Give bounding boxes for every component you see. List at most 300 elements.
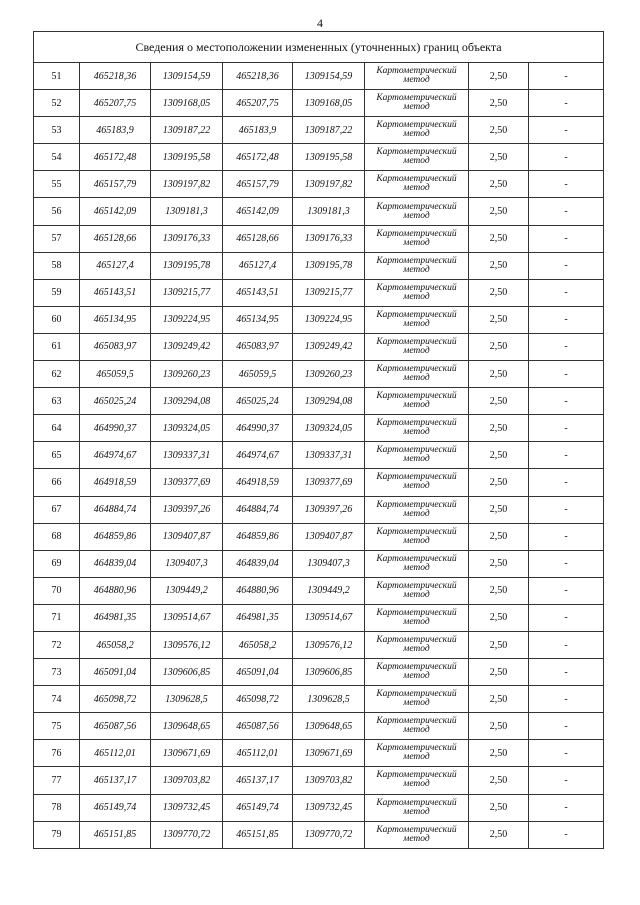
y-existing-cell: 1309260,23 <box>151 361 223 388</box>
note-cell: - <box>529 63 604 90</box>
x-existing-cell: 464974,67 <box>80 442 151 469</box>
point-number-cell: 54 <box>34 144 80 171</box>
method-line2: метод <box>403 454 430 465</box>
y-existing-cell: 1309324,05 <box>151 415 223 442</box>
table-row <box>34 469 604 496</box>
method-line2: метод <box>403 183 430 194</box>
x-new-cell: 464990,37 <box>223 415 293 442</box>
x-new-cell: 465143,51 <box>223 279 293 306</box>
x-existing-cell: 465098,72 <box>80 686 151 713</box>
x-existing-cell: 464884,74 <box>80 496 151 523</box>
point-number-cell: 56 <box>34 198 80 225</box>
accuracy-cell: 2,50 <box>469 496 529 523</box>
method-cell <box>365 767 469 794</box>
method-line2: метод <box>403 237 430 248</box>
x-existing-cell: 465091,04 <box>80 659 151 686</box>
y-existing-cell: 1309377,69 <box>151 469 223 496</box>
x-existing-cell: 464981,35 <box>80 604 151 631</box>
point-number-cell: 77 <box>34 767 80 794</box>
method-cell <box>365 550 469 577</box>
method-line1: Картометрический <box>376 445 457 456</box>
method-line2: метод <box>403 210 430 221</box>
y-new-cell: 1309195,78 <box>293 252 365 279</box>
x-new-cell: 465172,48 <box>223 144 293 171</box>
table-row <box>34 144 604 171</box>
method-line1: Картометрический <box>376 201 457 212</box>
accuracy-cell: 2,50 <box>469 659 529 686</box>
method-cell <box>365 631 469 658</box>
method-line1: Картометрический <box>376 662 457 673</box>
x-new-cell: 465127,4 <box>223 252 293 279</box>
note-cell: - <box>529 279 604 306</box>
method-line1: Картометрический <box>376 580 457 591</box>
note-cell: - <box>529 415 604 442</box>
note-cell: - <box>529 713 604 740</box>
x-new-cell: 465091,04 <box>223 659 293 686</box>
accuracy-cell: 2,50 <box>469 442 529 469</box>
method-line2: метод <box>403 291 430 302</box>
method-cell <box>365 686 469 713</box>
note-cell: - <box>529 631 604 658</box>
boundary-table <box>33 31 604 849</box>
method-line2: метод <box>403 535 430 546</box>
x-existing-cell: 465087,56 <box>80 713 151 740</box>
y-existing-cell: 1309294,08 <box>151 388 223 415</box>
y-existing-cell: 1309181,3 <box>151 198 223 225</box>
method-line2: метод <box>403 806 430 817</box>
y-new-cell: 1309224,95 <box>293 306 365 333</box>
point-number-cell: 61 <box>34 333 80 360</box>
x-new-cell: 465083,97 <box>223 333 293 360</box>
y-new-cell: 1309514,67 <box>293 604 365 631</box>
table-row <box>34 198 604 225</box>
x-new-cell: 465134,95 <box>223 306 293 333</box>
table-row <box>34 604 604 631</box>
y-new-cell: 1309249,42 <box>293 333 365 360</box>
accuracy-cell: 2,50 <box>469 631 529 658</box>
x-existing-cell: 465142,09 <box>80 198 151 225</box>
method-line2: метод <box>403 102 430 113</box>
method-cell <box>365 469 469 496</box>
y-new-cell: 1309628,5 <box>293 686 365 713</box>
table-body <box>34 63 604 849</box>
x-new-cell: 464859,86 <box>223 523 293 550</box>
method-line1: Картометрический <box>376 255 457 266</box>
accuracy-cell: 2,50 <box>469 469 529 496</box>
accuracy-cell: 2,50 <box>469 279 529 306</box>
method-line1: Картометрический <box>376 418 457 429</box>
x-existing-cell: 465143,51 <box>80 279 151 306</box>
table-row <box>34 767 604 794</box>
method-line2: метод <box>403 752 430 763</box>
method-line1: Картометрический <box>376 635 457 646</box>
x-new-cell: 464880,96 <box>223 577 293 604</box>
method-cell <box>365 306 469 333</box>
y-existing-cell: 1309176,33 <box>151 225 223 252</box>
note-cell: - <box>529 659 604 686</box>
method-cell <box>365 388 469 415</box>
x-new-cell: 465183,9 <box>223 117 293 144</box>
x-existing-cell: 465025,24 <box>80 388 151 415</box>
point-number-cell: 63 <box>34 388 80 415</box>
method-line1: Картометрический <box>376 228 457 239</box>
y-existing-cell: 1309407,3 <box>151 550 223 577</box>
note-cell: - <box>529 740 604 767</box>
note-cell: - <box>529 523 604 550</box>
x-new-cell: 465137,17 <box>223 767 293 794</box>
point-number-cell: 68 <box>34 523 80 550</box>
method-line1: Картометрический <box>376 553 457 564</box>
note-cell: - <box>529 794 604 821</box>
x-existing-cell: 465128,66 <box>80 225 151 252</box>
y-existing-cell: 1309397,26 <box>151 496 223 523</box>
method-line1: Картометрический <box>376 689 457 700</box>
y-new-cell: 1309703,82 <box>293 767 365 794</box>
method-cell <box>365 794 469 821</box>
accuracy-cell: 2,50 <box>469 767 529 794</box>
x-new-cell: 465059,5 <box>223 361 293 388</box>
method-line2: метод <box>403 129 430 140</box>
accuracy-cell: 2,50 <box>469 686 529 713</box>
x-new-cell: 465098,72 <box>223 686 293 713</box>
y-new-cell: 1309397,26 <box>293 496 365 523</box>
method-line2: метод <box>403 725 430 736</box>
accuracy-cell: 2,50 <box>469 144 529 171</box>
table-header: Сведения о местоположении измененных (уточненных) границ объекта <box>34 32 604 63</box>
point-number-cell: 73 <box>34 659 80 686</box>
x-existing-cell: 464859,86 <box>80 523 151 550</box>
accuracy-cell: 2,50 <box>469 252 529 279</box>
x-existing-cell: 465059,5 <box>80 361 151 388</box>
x-existing-cell: 465127,4 <box>80 252 151 279</box>
table-row <box>34 306 604 333</box>
y-existing-cell: 1309154,59 <box>151 63 223 90</box>
accuracy-cell: 2,50 <box>469 713 529 740</box>
accuracy-cell: 2,50 <box>469 415 529 442</box>
x-new-cell: 464981,35 <box>223 604 293 631</box>
point-number-cell: 76 <box>34 740 80 767</box>
x-existing-cell: 465149,74 <box>80 794 151 821</box>
x-existing-cell: 464918,59 <box>80 469 151 496</box>
x-existing-cell: 465134,95 <box>80 306 151 333</box>
method-line2: метод <box>403 156 430 167</box>
point-number-cell: 52 <box>34 90 80 117</box>
point-number-cell: 71 <box>34 604 80 631</box>
method-line1: Картометрический <box>376 147 457 158</box>
method-line1: Картометрический <box>376 770 457 781</box>
page-number: 4 <box>317 16 323 30</box>
method-line1: Картометрический <box>376 472 457 483</box>
y-new-cell: 1309576,12 <box>293 631 365 658</box>
table-row <box>34 740 604 767</box>
x-new-cell: 464974,67 <box>223 442 293 469</box>
y-new-cell: 1309176,33 <box>293 225 365 252</box>
note-cell: - <box>529 252 604 279</box>
method-cell <box>365 740 469 767</box>
table-row <box>34 171 604 198</box>
y-new-cell: 1309671,69 <box>293 740 365 767</box>
table-row <box>34 713 604 740</box>
accuracy-cell: 2,50 <box>469 198 529 225</box>
note-cell: - <box>529 333 604 360</box>
method-cell <box>365 442 469 469</box>
table-row <box>34 496 604 523</box>
note-cell: - <box>529 361 604 388</box>
accuracy-cell: 2,50 <box>469 388 529 415</box>
y-new-cell: 1309606,85 <box>293 659 365 686</box>
y-existing-cell: 1309337,31 <box>151 442 223 469</box>
x-existing-cell: 464839,04 <box>80 550 151 577</box>
y-existing-cell: 1309770,72 <box>151 821 223 848</box>
y-new-cell: 1309181,3 <box>293 198 365 225</box>
y-new-cell: 1309407,3 <box>293 550 365 577</box>
y-new-cell: 1309337,31 <box>293 442 365 469</box>
point-number-cell: 64 <box>34 415 80 442</box>
point-number-cell: 58 <box>34 252 80 279</box>
method-line2: метод <box>403 671 430 682</box>
method-cell <box>365 333 469 360</box>
x-existing-cell: 465157,79 <box>80 171 151 198</box>
point-number-cell: 79 <box>34 821 80 848</box>
method-line1: Картометрический <box>376 336 457 347</box>
method-cell <box>365 713 469 740</box>
y-new-cell: 1309197,82 <box>293 171 365 198</box>
method-cell <box>365 63 469 90</box>
y-new-cell: 1309732,45 <box>293 794 365 821</box>
note-cell: - <box>529 306 604 333</box>
method-line1: Картометрический <box>376 282 457 293</box>
x-existing-cell: 465083,97 <box>80 333 151 360</box>
x-new-cell: 465151,85 <box>223 821 293 848</box>
table-row <box>34 333 604 360</box>
method-line2: метод <box>403 345 430 356</box>
method-line1: Картометрический <box>376 526 457 537</box>
y-existing-cell: 1309249,42 <box>151 333 223 360</box>
method-line1: Картометрический <box>376 499 457 510</box>
point-number-cell: 72 <box>34 631 80 658</box>
note-cell: - <box>529 225 604 252</box>
point-number-cell: 60 <box>34 306 80 333</box>
method-line1: Картометрический <box>376 607 457 618</box>
accuracy-cell: 2,50 <box>469 577 529 604</box>
table-row <box>34 821 604 848</box>
point-number-cell: 62 <box>34 361 80 388</box>
table-row <box>34 631 604 658</box>
x-existing-cell: 465137,17 <box>80 767 151 794</box>
table-row <box>34 415 604 442</box>
y-existing-cell: 1309195,58 <box>151 144 223 171</box>
method-cell <box>365 659 469 686</box>
table-row <box>34 63 604 90</box>
method-cell <box>365 117 469 144</box>
method-cell <box>365 225 469 252</box>
note-cell: - <box>529 144 604 171</box>
table-header-row <box>34 32 604 63</box>
point-number-cell: 67 <box>34 496 80 523</box>
method-line2: метод <box>403 264 430 275</box>
point-number-cell: 75 <box>34 713 80 740</box>
y-existing-cell: 1309407,87 <box>151 523 223 550</box>
method-cell <box>365 821 469 848</box>
y-existing-cell: 1309628,5 <box>151 686 223 713</box>
y-existing-cell: 1309195,78 <box>151 252 223 279</box>
method-line1: Картометрический <box>376 797 457 808</box>
x-existing-cell: 465058,2 <box>80 631 151 658</box>
x-new-cell: 465218,36 <box>223 63 293 90</box>
y-existing-cell: 1309576,12 <box>151 631 223 658</box>
accuracy-cell: 2,50 <box>469 225 529 252</box>
note-cell: - <box>529 767 604 794</box>
x-existing-cell: 465151,85 <box>80 821 151 848</box>
y-existing-cell: 1309648,65 <box>151 713 223 740</box>
point-number-cell: 74 <box>34 686 80 713</box>
note-cell: - <box>529 821 604 848</box>
method-cell <box>365 496 469 523</box>
method-line1: Картометрический <box>376 120 457 131</box>
method-line1: Картометрический <box>376 364 457 375</box>
table-row <box>34 577 604 604</box>
method-cell <box>365 523 469 550</box>
point-number-cell: 69 <box>34 550 80 577</box>
note-cell: - <box>529 388 604 415</box>
y-existing-cell: 1309215,77 <box>151 279 223 306</box>
accuracy-cell: 2,50 <box>469 333 529 360</box>
accuracy-cell: 2,50 <box>469 523 529 550</box>
note-cell: - <box>529 198 604 225</box>
point-number-cell: 70 <box>34 577 80 604</box>
y-existing-cell: 1309187,22 <box>151 117 223 144</box>
accuracy-cell: 2,50 <box>469 740 529 767</box>
note-cell: - <box>529 604 604 631</box>
x-new-cell: 465087,56 <box>223 713 293 740</box>
method-line1: Картометрический <box>376 391 457 402</box>
y-existing-cell: 1309732,45 <box>151 794 223 821</box>
method-line1: Картометрический <box>376 743 457 754</box>
table-row <box>34 442 604 469</box>
y-existing-cell: 1309671,69 <box>151 740 223 767</box>
x-new-cell: 465025,24 <box>223 388 293 415</box>
point-number-cell: 55 <box>34 171 80 198</box>
accuracy-cell: 2,50 <box>469 361 529 388</box>
x-existing-cell: 464990,37 <box>80 415 151 442</box>
y-existing-cell: 1309514,67 <box>151 604 223 631</box>
method-line1: Картометрический <box>376 174 457 185</box>
x-new-cell: 465128,66 <box>223 225 293 252</box>
x-new-cell: 465112,01 <box>223 740 293 767</box>
x-new-cell: 464884,74 <box>223 496 293 523</box>
method-line1: Картометрический <box>376 93 457 104</box>
method-line2: метод <box>403 481 430 492</box>
y-new-cell: 1309377,69 <box>293 469 365 496</box>
table-row <box>34 90 604 117</box>
accuracy-cell: 2,50 <box>469 63 529 90</box>
y-existing-cell: 1309703,82 <box>151 767 223 794</box>
method-line1: Картометрический <box>376 824 457 835</box>
method-line2: метод <box>403 779 430 790</box>
method-cell <box>365 361 469 388</box>
accuracy-cell: 2,50 <box>469 171 529 198</box>
table-row <box>34 686 604 713</box>
table-row <box>34 550 604 577</box>
accuracy-cell: 2,50 <box>469 794 529 821</box>
table-row <box>34 361 604 388</box>
y-new-cell: 1309215,77 <box>293 279 365 306</box>
accuracy-cell: 2,50 <box>469 550 529 577</box>
y-existing-cell: 1309197,82 <box>151 171 223 198</box>
note-cell: - <box>529 550 604 577</box>
note-cell: - <box>529 496 604 523</box>
x-new-cell: 464918,59 <box>223 469 293 496</box>
note-cell: - <box>529 171 604 198</box>
y-existing-cell: 1309606,85 <box>151 659 223 686</box>
method-line2: метод <box>403 318 430 329</box>
method-line2: метод <box>403 644 430 655</box>
table-row <box>34 252 604 279</box>
y-new-cell: 1309168,05 <box>293 90 365 117</box>
method-line2: метод <box>403 698 430 709</box>
x-existing-cell: 465172,48 <box>80 144 151 171</box>
x-existing-cell: 465207,75 <box>80 90 151 117</box>
table-row <box>34 117 604 144</box>
accuracy-cell: 2,50 <box>469 117 529 144</box>
point-number-cell: 57 <box>34 225 80 252</box>
method-line1: Картометрический <box>376 66 457 77</box>
method-line1: Картометрический <box>376 716 457 727</box>
point-number-cell: 65 <box>34 442 80 469</box>
method-line2: метод <box>403 427 430 438</box>
method-line2: метод <box>403 508 430 519</box>
x-new-cell: 464839,04 <box>223 550 293 577</box>
table-row <box>34 279 604 306</box>
y-new-cell: 1309324,05 <box>293 415 365 442</box>
method-cell <box>365 604 469 631</box>
method-cell <box>365 415 469 442</box>
y-new-cell: 1309449,2 <box>293 577 365 604</box>
accuracy-cell: 2,50 <box>469 90 529 117</box>
table-row <box>34 225 604 252</box>
point-number-cell: 59 <box>34 279 80 306</box>
method-cell <box>365 577 469 604</box>
y-new-cell: 1309407,87 <box>293 523 365 550</box>
method-line2: метод <box>403 373 430 384</box>
y-new-cell: 1309294,08 <box>293 388 365 415</box>
table-row <box>34 523 604 550</box>
method-cell <box>365 252 469 279</box>
accuracy-cell: 2,50 <box>469 821 529 848</box>
point-number-cell: 66 <box>34 469 80 496</box>
method-cell <box>365 144 469 171</box>
point-number-cell: 78 <box>34 794 80 821</box>
y-new-cell: 1309195,58 <box>293 144 365 171</box>
note-cell: - <box>529 442 604 469</box>
y-new-cell: 1309648,65 <box>293 713 365 740</box>
x-new-cell: 465157,79 <box>223 171 293 198</box>
y-existing-cell: 1309168,05 <box>151 90 223 117</box>
note-cell: - <box>529 686 604 713</box>
method-line2: метод <box>403 562 430 573</box>
y-new-cell: 1309154,59 <box>293 63 365 90</box>
accuracy-cell: 2,50 <box>469 604 529 631</box>
y-existing-cell: 1309224,95 <box>151 306 223 333</box>
note-cell: - <box>529 577 604 604</box>
method-cell <box>365 198 469 225</box>
point-number-cell: 51 <box>34 63 80 90</box>
note-cell: - <box>529 469 604 496</box>
method-line2: метод <box>403 616 430 627</box>
method-line2: метод <box>403 400 430 411</box>
x-new-cell: 465142,09 <box>223 198 293 225</box>
table-row <box>34 794 604 821</box>
